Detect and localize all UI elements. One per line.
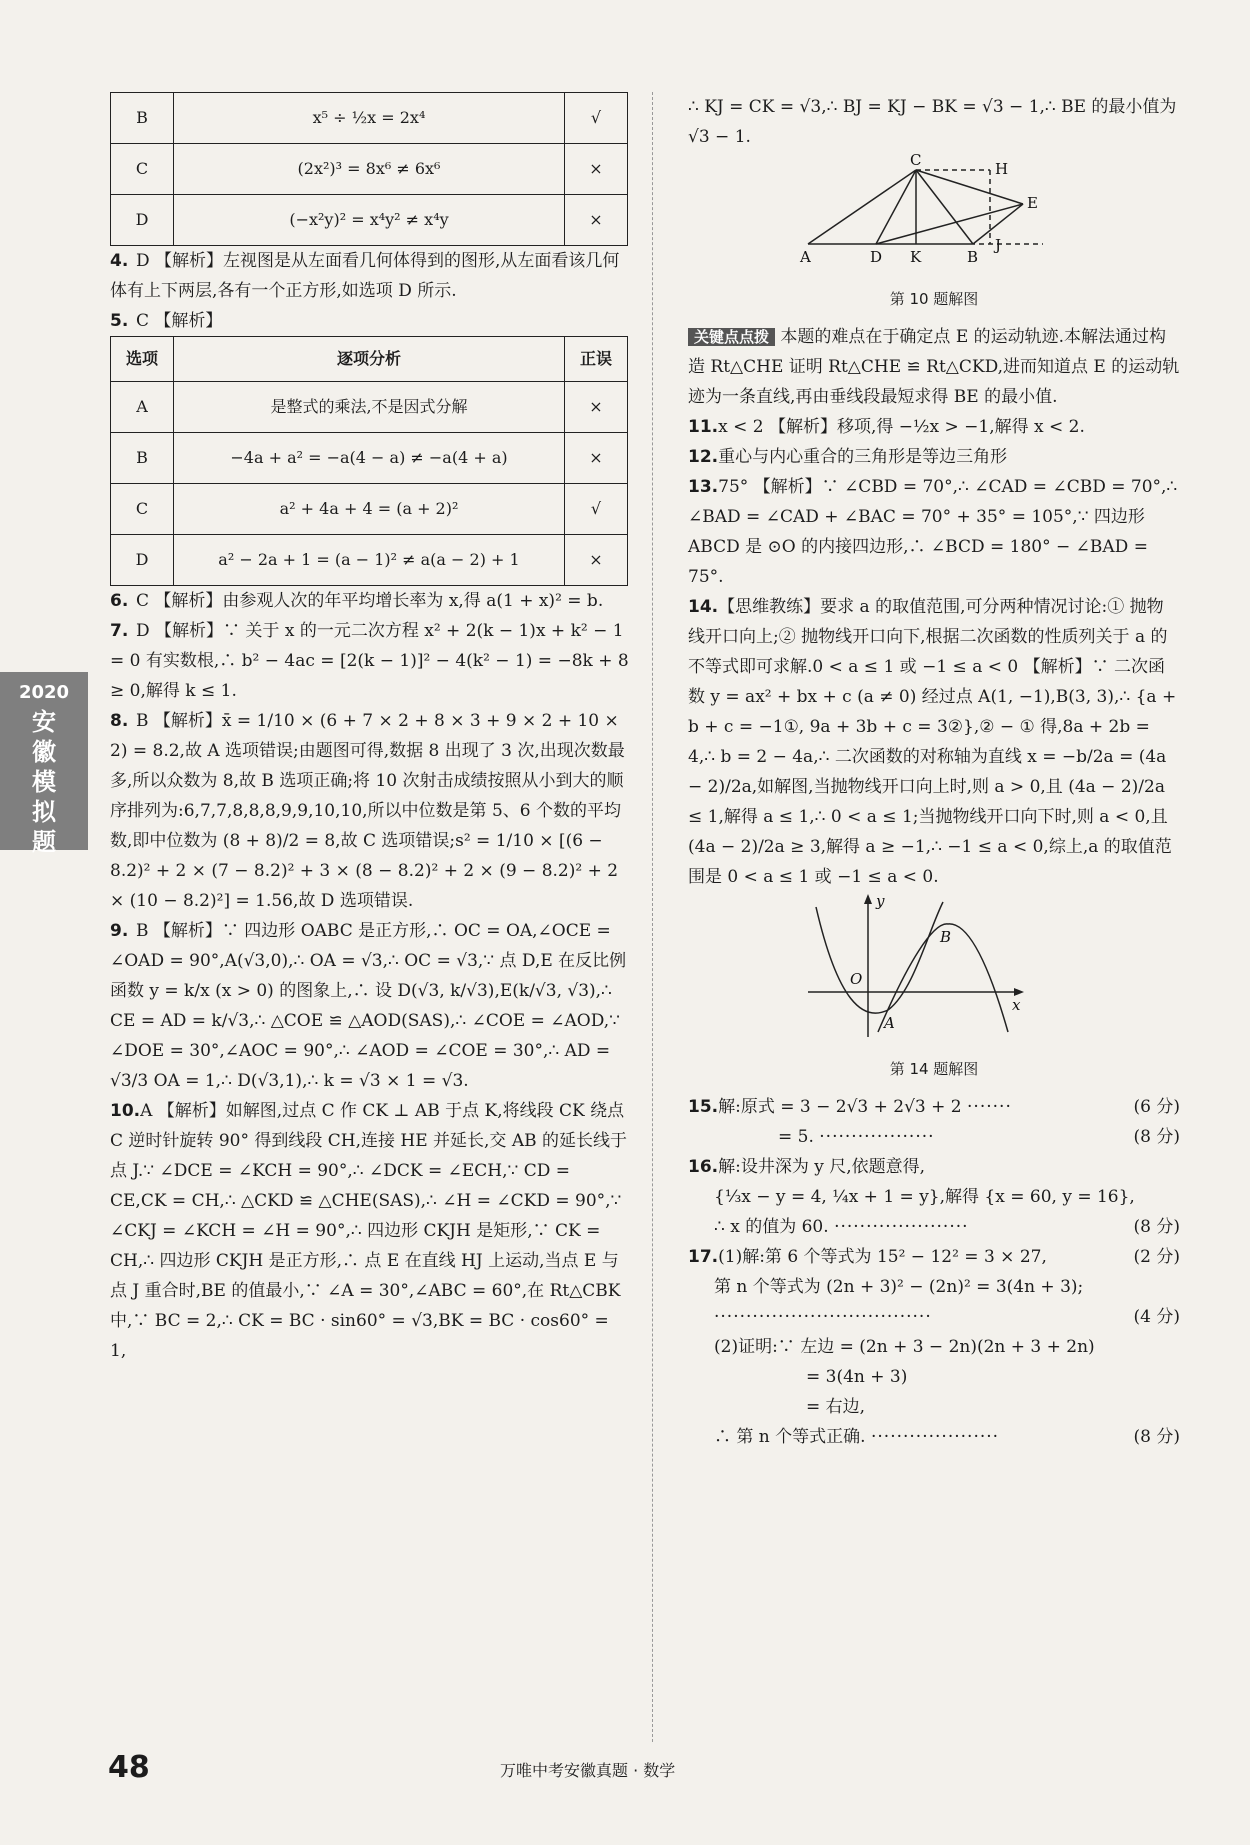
question-12: 12.重心与内心重合的三角形是等边三角形 xyxy=(688,447,1008,467)
question-10-continued: ∴ KJ = CK = √3,∴ BJ = KJ − BK = √3 − 1,∴ BE 的最小值为 √3 − 1. xyxy=(688,97,1177,147)
question-16: 16.解:设井深为 y 尺,依题意得, {⅓x − y = 4, ¼x + 1 = y},解得 {x = 60, y = 16}, ∴ x 的值为 60. ····················· (8 分) xyxy=(688,1157,1180,1237)
label-K: K xyxy=(910,248,922,266)
label-J: J xyxy=(995,236,1002,254)
label-E: E xyxy=(1027,194,1038,212)
footer-title: 万唯中考安徽真题 · 数学 xyxy=(500,1761,676,1780)
table-row: B x⁵ ÷ ½x = 2x⁴ √ xyxy=(111,93,628,144)
label-H: H xyxy=(995,160,1009,178)
figure-10-caption: 第 10 题解图 xyxy=(889,290,979,308)
question-17: 17.(1)解:第 6 个等式为 15² − 12² = 3 × 27, (2 分) 第 n 个等式为 (2n + 3)² − (2n)² = 3(4n + 3); ·································· (4 分) (2)证明:∵ 左边 = (2n + 3 − 2n)(2n + 3 + 2n) = 3(4n + 3) = 右边, ∴ 第 n 个等式正确. ···················· (8 分) xyxy=(688,1247,1180,1447)
question-6: 6. C 【解析】由参观人次的年平均增长率为 x,得 a(1 + x)² = b. xyxy=(110,591,604,611)
key-point: 关键点点拨 本题的难点在于确定点 E 的运动轨迹.本解法通过构造 Rt△CHE 证明 Rt△CHE ≌ Rt△CKD,进而知道点 E 的运动轨迹为一条直线,再由垂线段最短求得 BE 的最小值. xyxy=(688,327,1180,407)
question-15: 15.解:原式 = 3 − 2√3 + 2√3 + 2 ······· (6 分) = 5. ·················· (8 分) xyxy=(688,1097,1180,1147)
axis-label-y: y xyxy=(876,892,885,910)
axis-label-x: x xyxy=(1012,996,1021,1014)
question-10: 10.A 【解析】如解图,过点 C 作 CK ⊥ AB 于点 K,将线段 CK 绕点 C 逆时针旋转 90° 得到线段 CH,连接 HE 并延长,交 AB 的延长线于点 J.∵ ∠DCE = ∠KCH = 90°,∴ ∠DCK = ∠ECH,∵ CD = CE,CK = CH,∴ △CKD ≌ △CHE(SAS),∴ ∠H = ∠CKD = 90°,∵ ∠CKJ = ∠KCH = ∠H = 90°,∴ 四边形 CKJH 是矩形,∵ CK = CH,∴ 四边形 CKJH 是正方形,∴ 点 E 在直线 HJ 上运动,当点 E 与点 J 重合时,BE 的值最小,∵ ∠A = 30°,∠ABC = 60°,在 Rt△CBK 中,∵ BC = 2,∴ CK = BC · sin60° = √3,BK = BC · cos60° = 1, xyxy=(110,1101,628,1361)
question-9: 9. B 【解析】∵ 四边形 OABC 是正方形,∴ OC = OA,∠OCE = ∠OAD = 90°,A(√3,0),∴ OA = √3,∴ OC = √3,∵ 点 D,E 在反比例函数 y = k/x (x > 0) 的图象上,∴ 设 D(√3, k/√3),E(k/√3, √3),∴ CE = AD = k/√3,∴ △COE ≌ △AOD(SAS),∴ ∠COE = ∠AOD,∵ ∠DOE = 30°,∠AOC = 90°,∴ ∠AOD = ∠COE = 30°,∴ AD = √3/3 OA = 1,∴ D(√3,1),∴ k = √3 × 1 = √3. xyxy=(110,921,627,1091)
page-number: 48 xyxy=(108,1750,150,1785)
question-7: 7. D 【解析】∵ 关于 x 的一元二次方程 x² + 2(k − 1)x + k² − 1 = 0 有实数根,∴ b² − 4ac = [2(k − 1)]² − 4(k² − 1) = −8k + 8 ≥ 0,解得 k ≤ 1. xyxy=(110,621,629,701)
question-8: 8. B 【解析】x̄ = 1/10 × (6 + 7 × 2 + 8 × 3 + 9 × 2 + 10 × 2) = 8.2,故 A 选项错误;由题图可得,数据 8 出现了 3 次,出现次数最多,所以众数为 8,故 B 选项正确;将 10 次射击成绩按照从小到大的顺序排列为:6,7,7,8,8,8,9,9,10,10,所以中位数是第 5、6 个数的平均数,即中位数为 (8 + 8)/2 = 8,故 C 选项错误;s² = 1/10 × [(6 − 8.2)² + 2 × (7 − 8.2)² + 3 × (8 − 8.2)² + 2 × (9 − 8.2)² + 2 × (10 − 8.2)²] = 1.56,故 D 选项错误. xyxy=(110,711,625,911)
figure-14-caption: 第 14 题解图 xyxy=(889,1060,979,1078)
table-row: C a² + 4a + 4 = (a + 2)² √ xyxy=(111,484,628,535)
side-tab-title: 安 徽 模 拟 题 xyxy=(32,708,56,856)
label-B: B xyxy=(940,928,952,946)
table-q3-continued xyxy=(110,92,628,246)
figure-10 xyxy=(688,152,1180,272)
table-row: C (2x²)³ = 8x⁶ ≠ 6x⁶ × xyxy=(111,144,628,195)
question-14: 14.【思维教练】要求 a 的取值范围,可分两种情况讨论:① 抛物线开口向上;② 抛物线开口向下,根据二次函数的性质列关于 a 的不等式即可求解.0 < a ≤ 1 或 −1 ≤ a < 0 【解析】∵ 二次函数 y = ax² + bx + c (a ≠ 0) 经过点 A(1, −1),B(3, 3),∴ {a + b + c = −1①, 9a + 3b + c = 3②},② − ① 得,8a + 2b = 4,∴ b = 2 − 4a,∴ 二次函数的对称轴为直线 x = −b/2a = (4a − 2)/2a,如解图,当抛物线开口向上时,则 a > 0,且 (4a − 2)/2a ≤ 1,解得 a ≤ 1,∴ 0 < a ≤ 1;当抛物线开口向下时,则 a < 0,且 (4a − 2)/2a ≥ 3,解得 a ≥ −1,∴ −1 ≤ a < 0,综上,a 的取值范围是 0 < a ≤ 1 或 −1 ≤ a < 0. xyxy=(688,597,1177,887)
label-A: A xyxy=(800,248,811,266)
question-11: 11.x < 2 【解析】移项,得 −½x > −1,解得 x < 2. xyxy=(688,417,1085,437)
question-5: 5. C 【解析】 xyxy=(110,311,223,331)
table-row: B −4a + a² = −a(4 − a) ≠ −a(4 + a) × xyxy=(111,433,628,484)
table-row: D a² − 2a + 1 = (a − 1)² ≠ a(a − 2) + 1 × xyxy=(111,535,628,586)
label-A: A xyxy=(884,1014,895,1032)
right-column xyxy=(688,92,1180,1452)
left-column xyxy=(110,92,630,1366)
label-B: B xyxy=(967,248,979,266)
question-13: 13.75° 【解析】∵ ∠CBD = 70°,∴ ∠CAD = ∠CBD = 70°,∴ ∠BAD = ∠CAD + ∠BAC = 70° + 35° = 105°,∵ 四边形 ABCD 是 ⊙O 的内接四边形,∴ ∠BCD = 180° − ∠BAD = 75°. xyxy=(688,477,1178,587)
label-C: C xyxy=(910,152,922,169)
table-q5: 选项 逐项分析 正误 A 是整式的乘法,不是因式分解 × B −4a + a² = −a(4 − a) ≠ −a(4 + a) × C a² + 4a + 4 = (a + 2)² √ D a² − 2a + 1 = (a − 1)² ≠ a(a − 2) + 1 × xyxy=(110,336,628,586)
label-O: O xyxy=(850,970,863,988)
side-tab: 2020 安 徽 模 拟 题 xyxy=(0,672,88,850)
table-row: D (−x²y)² = x⁴y² ≠ x⁴y × xyxy=(111,195,628,246)
column-divider xyxy=(652,92,653,1742)
question-4: 4. D 【解析】左视图是从左面看几何体得到的图形,从左面看该几何体有上下两层,各有一个正方形,如选项 D 所示. xyxy=(110,251,620,301)
table-row: A 是整式的乘法,不是因式分解 × xyxy=(111,382,628,433)
label-D: D xyxy=(870,248,883,266)
figure-14 xyxy=(688,892,1180,1042)
